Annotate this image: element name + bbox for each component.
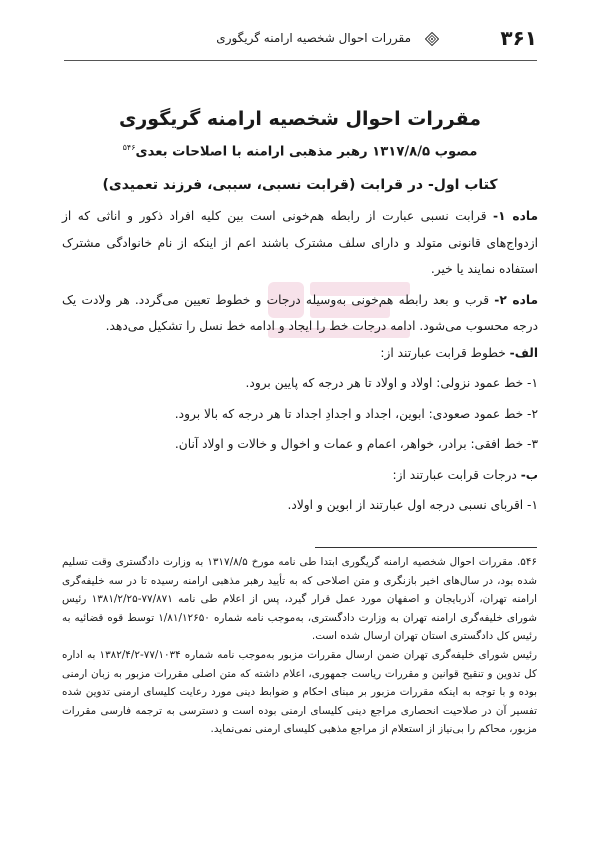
page-title: مقررات احوال شخصیه ارامنه گریگوری bbox=[118, 108, 482, 130]
article-1-text: قرابت نسبی عبارت از رابطه هم‌خونی است بین کلیه افراد ذکور و اناثی که از ازدواج‌های قانونی متولد و دارای سلف مشترک باشند اعم از اینکه از نام خانوادگی مشترک استفاده نمایند یا خیر. bbox=[62, 209, 538, 276]
header-divider bbox=[64, 60, 537, 61]
article-1-label: ماده ۱- bbox=[493, 209, 538, 223]
approval-subtitle-text: مصوب ۱۳۱۷/۸/۵ رهبر مذهبی ارامنه با اصلاحات بعدی bbox=[135, 144, 478, 160]
footnote-reference: ۵۴۶ bbox=[122, 143, 136, 152]
running-header bbox=[64, 26, 537, 56]
clause-be bbox=[62, 462, 538, 489]
footnote-continuation: رئیس شورای خلیفه‌گری تهران ضمن ارسال مقررات مزبور به‌موجب نامه شماره ۷۷/۱۰۳۴-۱۳۸۲/۴/۲ به اداره کل تدوین و تنقیح قوانین و مقررات ریاست جمهوری، اعلام داشته که متن اصلی مقررات مزبور به زبان ارمنی بوده و با توجه به اینکه مقررات مزبور بر مبنای احکام و ضوابط دینی مورد رعایت کلیسای ارمنی تدوین شده تفسیر آن در صلاحیت انحصاری مراجع دینی کلیسای ارمنی بوده است و دسترسی به ترجمه فارسی مقررات مزبور، محاکم را بی‌نیاز از استعلام از مراجع مذهبی کلیسای ارمنی نمی‌نماید. bbox=[62, 648, 537, 736]
list-item: ۱- اقربای نسبی درجه اول عبارتند از ابوین و اولاد. bbox=[287, 498, 538, 512]
list-item: ۳- خط افقی: برادر، خواهر، اعمام و عمات و اخوال و خالات و اولاد آنان. bbox=[174, 437, 538, 451]
article-body bbox=[62, 203, 538, 519]
page-number: ۳۶۱ bbox=[500, 26, 537, 50]
clause-alef-label: الف- bbox=[509, 345, 538, 360]
article-2-label: ماده ۲- bbox=[494, 292, 538, 307]
article-2-text: قرب و بعد رابطه هم‌خونی به‌وسیله درجات و خطوط تعیین می‌گردد. هر ولادت یک درجه محسوب می‌شود. ادامه درجات خط را ایجاد و ادامه خط نسل را تشکیل می‌دهد. bbox=[62, 292, 538, 333]
article-1 bbox=[62, 203, 538, 283]
article-2 bbox=[62, 287, 538, 340]
list-item: ۲- خط عمود صعودی: ابوین، اجداد و اجدادِ اجداد تا هر درجه که بالا برود. bbox=[174, 406, 538, 421]
footnote-divider bbox=[315, 547, 537, 548]
clause-alef bbox=[62, 340, 538, 367]
footnote-546: ۵۴۶. مقررات احوال شخصیه ارامنه گریگوری ابتدا طی نامه مورخ ۱۳۱۷/۸/۵ به وزارت دادگستری وقت تسلیم شده بود، در سال‌های اخیر بازنگری و متن اصلاحی که به تأیید رهبر مذهبی ارامنه رسیده تا در سه خلیفه‌گری ارامنه تهران، آذربایجان و اصفهان مورد عمل قرار گیرد، پس از اعلام طی نامه ۷۷/۸۷۱-۱۳۸۱/۲/۲۵ رئیس شورای خلیفه‌گری ارامنه تهران به وزارت دادگستری، به‌موجب نامه شماره ۱/۸۱/۱۲۶۵۰ توسط قوه قضائیه به رئیس کل دادگستری استان تهران ارسال شده است. bbox=[62, 556, 538, 643]
book-heading: کتاب اول- در قرابت (قرابت نسبی، سببی، فرزند تعمیدی) bbox=[102, 177, 498, 193]
clause-be-text: درجات قرابت عبارتند از: bbox=[392, 467, 521, 482]
running-title: مقررات احوال شخصیه ارامنه گریگوری bbox=[216, 31, 411, 45]
diamond-ornament-icon bbox=[425, 32, 439, 46]
clause-be-label: ب- bbox=[520, 467, 538, 482]
approval-subtitle bbox=[55, 143, 545, 159]
clause-alef-text: خطوط قرابت عبارتند از: bbox=[380, 345, 510, 360]
list-item: ۱- خط عمود نزولی: اولاد و اولاد تا هر درجه که پایین برود. bbox=[245, 376, 538, 390]
footnotes bbox=[62, 553, 537, 739]
